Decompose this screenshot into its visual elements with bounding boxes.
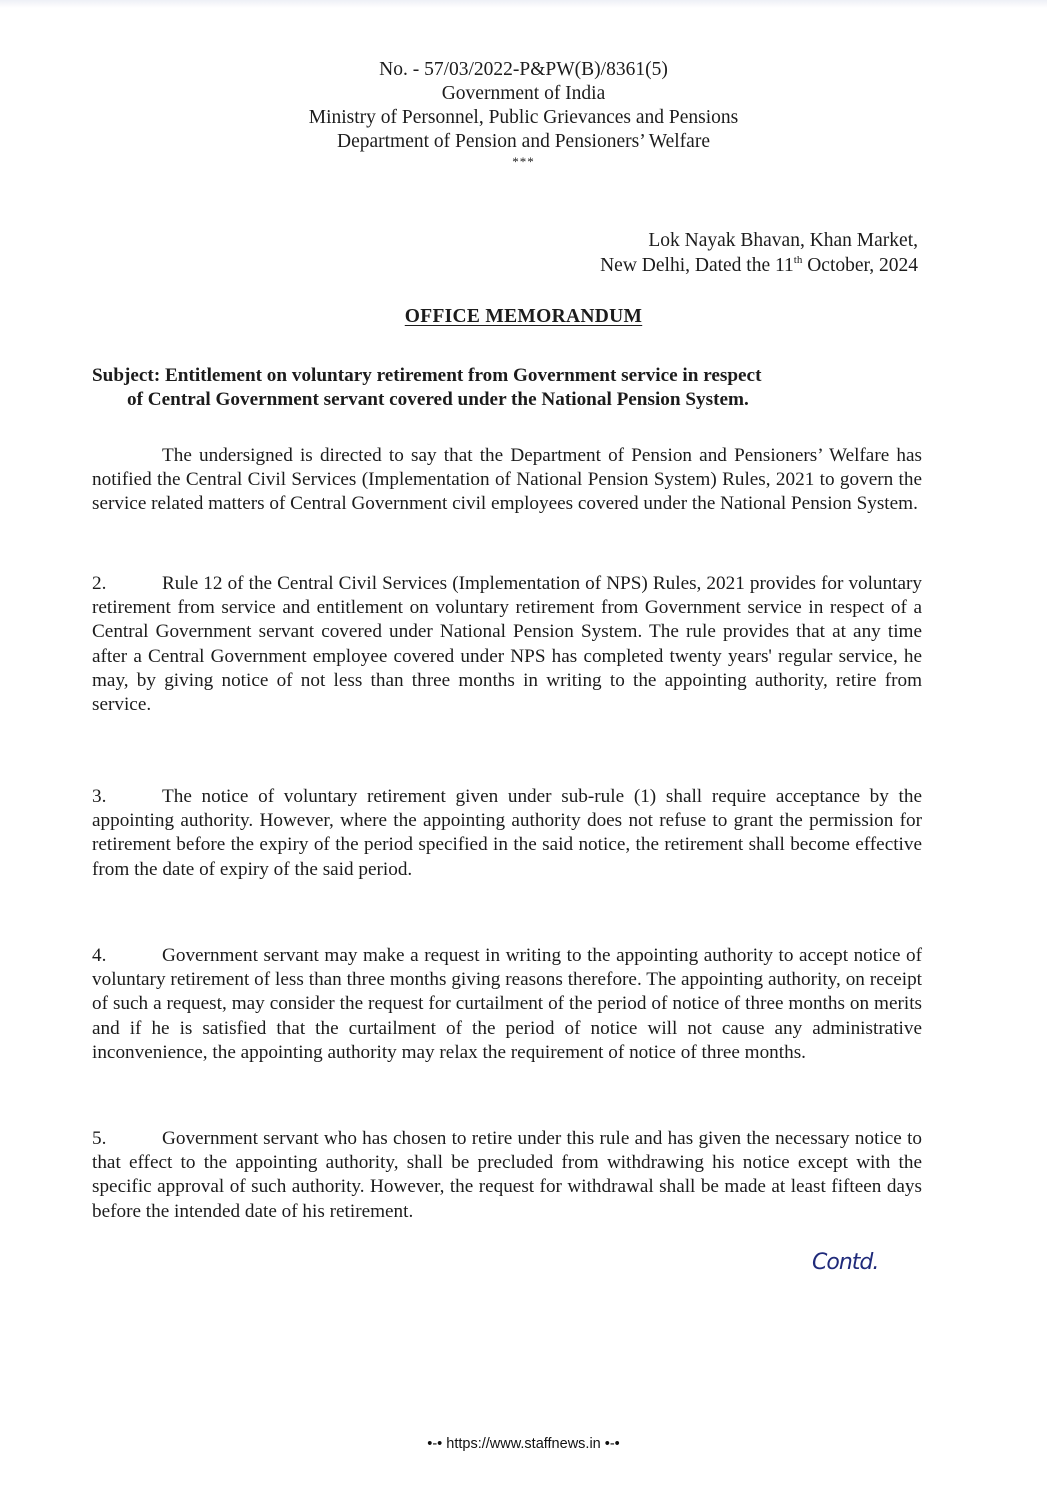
date-suffix: October, 2024 [802, 255, 918, 276]
subject-line-1: Subject: Entitlement on voluntary retirement from Government service in respect [92, 365, 762, 386]
separator-stars: *** [512, 154, 535, 169]
subject-line-2: of Central Government servant covered under the National Pension System. [127, 389, 749, 410]
paragraph-3 [92, 785, 922, 882]
paragraph-number: 2. [92, 573, 107, 594]
date-superscript: th [793, 254, 803, 266]
ministry-name: Ministry of Personnel, Public Grievances and Pensions [308, 107, 739, 128]
paragraph-number: 3. [92, 786, 107, 807]
scan-edge [0, 0, 1047, 8]
address-line: Lok Nayak Bhavan, Khan Market, [648, 230, 918, 251]
footer-watermark-link[interactable]: •-• https://www.staffnews.in •-• [427, 1436, 620, 1452]
paragraph-number: 4. [92, 945, 107, 966]
paragraph-4 [92, 944, 922, 1065]
department-name: Department of Pension and Pensioners’ Welfare [337, 131, 710, 152]
paragraph-2 [92, 572, 922, 717]
paragraph-text: Government servant may make a request in writing to the appointing authority to accept notice of voluntary retirement of less than three months giving reasons therefore. The appointing authority, on receipt of such a request, may consider the request for curtailment of the period of notice of three months on merits and if he is satisfied that the curtailment of the period of notice will not cause any administrative inconvenience, the appointing authority may relax the requirement of notice of three months. [92, 945, 922, 1063]
paragraph-5 [92, 1127, 922, 1224]
handwritten-contd-note: Contd. [812, 1250, 879, 1275]
memo-title: OFFICE MEMORANDUM [404, 306, 643, 327]
paragraph-1 [92, 444, 922, 517]
paragraph-text: Rule 12 of the Central Civil Services (Implementation of NPS) Rules, 2021 provides for voluntary retirement from service and entitlement on voluntary retirement from Government service in respect of a Central Government servant covered under National Pension System. The rule provides that at any time after a Central Government employee covered under NPS has completed twenty years' regular service, he may, by giving notice of not less than three months in writing to the appointing authority, retire from service. [92, 573, 922, 716]
paragraph-text: The undersigned is directed to say that the Department of Pension and Pensioners’ Welfare has notified the Central Civil Services (Implementation of National Pension System) Rules, 2021 to govern the service related matters of Central Government civil employees covered under the National Pension System. [92, 445, 922, 515]
subject [92, 364, 922, 412]
date-line [600, 253, 918, 278]
address-block [600, 228, 918, 278]
paragraph-text: Government servant who has chosen to retire under this rule and has given the necessary notice to that effect to the appointing authority, shall be precluded from withdrawing his notice except with the specific approval of such authority. However, the request for withdrawal shall be made at least fifteen days before the intended date of his retirement. [92, 1128, 922, 1222]
paragraph-number: 5. [92, 1128, 107, 1149]
letterhead [0, 58, 1047, 170]
paragraph-text: The notice of voluntary retirement given under sub-rule (1) shall require acceptance by the appointing authority. However, where the appointing authority does not refuse to grant the permission for retirement before the expiry of the period specified in the said notice, the retirement shall become effective from the date of expiry of the said period. [92, 786, 922, 880]
reference-number: No. - 57/03/2022-P&PW(B)/8361(5) [379, 59, 668, 80]
date-prefix: New Delhi, Dated the 11 [600, 255, 794, 276]
government-name: Government of India [441, 83, 606, 104]
